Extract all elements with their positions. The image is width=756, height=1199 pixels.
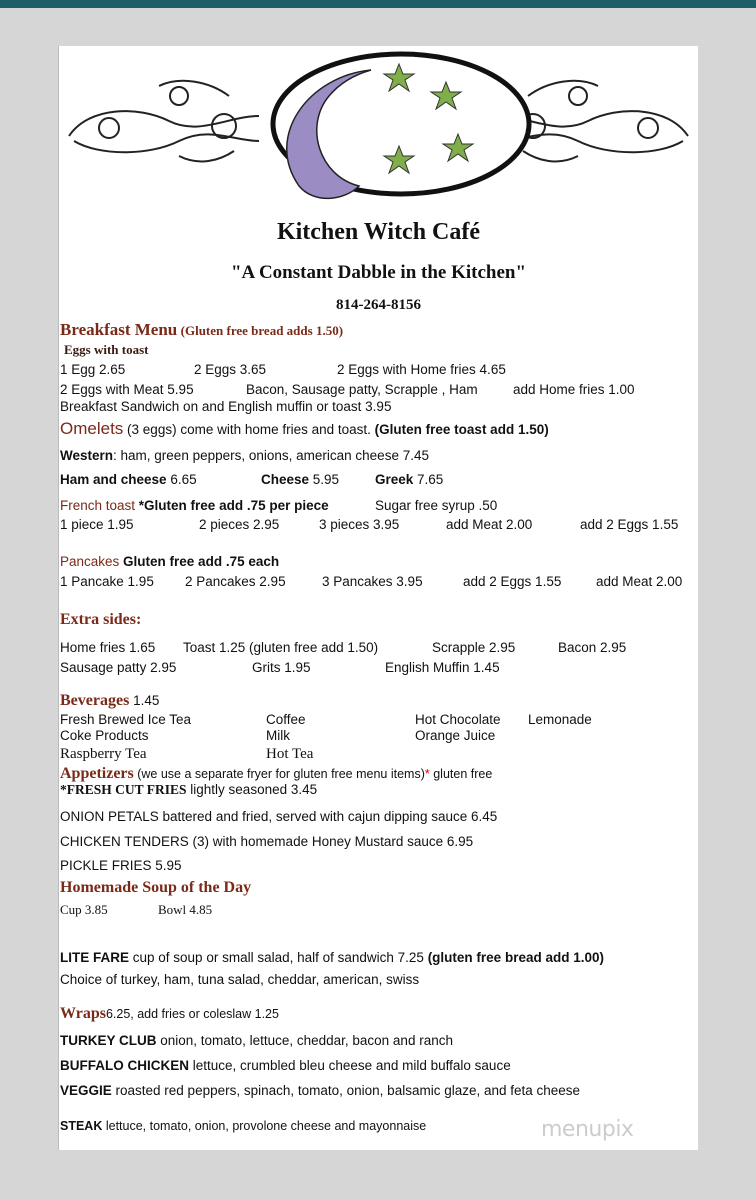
menu-item xyxy=(60,809,497,825)
item-name: BUFFALO CHICKEN xyxy=(60,1058,189,1073)
menu-item: 2 Eggs 3.65 xyxy=(194,362,267,377)
menu-item xyxy=(60,472,197,488)
phone-number: 814-264-8156 xyxy=(336,297,421,313)
menu-item: 3 Pancakes 3.95 xyxy=(322,574,423,589)
menu-item: Scrapple 2.95 xyxy=(432,640,516,655)
breakfast-heading xyxy=(60,322,343,339)
item-name: Greek xyxy=(375,472,414,487)
menu-item xyxy=(60,1033,453,1049)
item-desc: onion, tomato, lettuce, cheddar, bacon and ranch xyxy=(156,1033,453,1048)
menu-item: Grits 1.95 xyxy=(252,660,311,675)
item-price: 7.65 xyxy=(413,472,444,487)
beverages-heading xyxy=(60,693,159,709)
item-name: LITE FARE xyxy=(60,950,130,965)
beverage-item: Orange Juice xyxy=(415,728,496,743)
item-name: ONION PETALS xyxy=(60,809,159,824)
item-desc: cup of soup or small salad, half of sandwich 7.25 xyxy=(129,950,428,965)
beverage-item: Fresh Brewed Ice Tea xyxy=(60,712,192,727)
menu-item: 2 pieces 2.95 xyxy=(199,517,280,532)
restaurant-title: Kitchen Witch Café xyxy=(276,219,481,245)
menu-item: Sugar free syrup .50 xyxy=(375,498,498,513)
menu-item: Toast 1.25 (gluten free add 1.50) xyxy=(183,640,379,655)
item-desc: roasted red peppers, spinach, tomato, onion, balsamic glaze, and feta cheese xyxy=(111,1083,581,1098)
item-desc: lightly seasoned 3.45 xyxy=(186,782,318,797)
omelets-title: Omelets xyxy=(60,419,124,438)
menu-item: add 2 Eggs 1.55 xyxy=(463,574,562,589)
item-name: STEAK xyxy=(60,1119,103,1133)
item-name: Western xyxy=(60,448,114,463)
wraps-heading xyxy=(60,1006,279,1022)
item-price: 5.95 xyxy=(309,472,340,487)
menu-item xyxy=(60,782,317,798)
menu-item xyxy=(60,1118,426,1134)
lite-fare xyxy=(60,950,604,966)
beverage-item: Milk xyxy=(266,728,290,743)
menu-item: add 2 Eggs 1.55 xyxy=(580,517,679,532)
beverages-title: Beverages xyxy=(60,692,130,709)
appetizers-title: Appetizers xyxy=(60,765,134,782)
menu-item: 1 Egg 2.65 xyxy=(60,362,126,377)
french-toast-title: French toast xyxy=(60,498,139,513)
item-name: *FRESH CUT FRIES xyxy=(60,782,187,797)
wraps-desc: 6.25, add fries or coleslaw 1.25 xyxy=(105,1007,279,1021)
item-name: TURKEY CLUB xyxy=(60,1033,157,1048)
menu-item: 2 Eggs with Home fries 4.65 xyxy=(337,362,506,377)
menu-item: Home fries 1.65 xyxy=(60,640,156,655)
item-name: Cheese xyxy=(261,472,310,487)
omelets-heading xyxy=(60,421,549,438)
menu-item xyxy=(60,448,429,464)
omelets-desc: (3 eggs) come with home fries and toast. xyxy=(123,422,375,437)
item-desc: battered and fried, served with cajun dipping sauce 6.45 xyxy=(158,809,498,824)
item-price: 6.65 xyxy=(166,472,197,487)
menu-item: Bowl 4.85 xyxy=(158,902,213,917)
tagline: "A Constant Dabble in the Kitchen" xyxy=(230,262,527,283)
menu-item: English Muffin 1.45 xyxy=(385,660,500,675)
item-desc: lettuce, crumbled bleu cheese and mild buffalo sauce xyxy=(189,1058,511,1073)
beverage-item: Coke Products xyxy=(60,728,149,743)
pancakes-heading xyxy=(60,554,279,570)
menu-item xyxy=(60,858,182,874)
item-desc: : ham, green peppers, onions, american cheese 7.45 xyxy=(113,448,429,463)
eggs-subheading: Eggs with toast xyxy=(64,342,149,357)
swirl-ornament-icon xyxy=(69,81,259,162)
menu-item: add Meat 2.00 xyxy=(446,517,533,532)
menu-item: Bacon, Sausage patty, Scrapple , Ham xyxy=(246,382,478,397)
pancakes-title: Pancakes xyxy=(60,554,120,569)
menu-item: add Meat 2.00 xyxy=(596,574,683,589)
french-toast-heading xyxy=(60,498,329,514)
menu-item xyxy=(261,472,339,488)
gluten-free-marker: * xyxy=(424,767,430,781)
menu-page xyxy=(58,46,698,1150)
breakfast-title: Breakfast Menu xyxy=(60,320,178,339)
beverages-price: 1.45 xyxy=(129,693,160,708)
beverage-item: Raspberry Tea xyxy=(60,746,147,762)
beverage-item: Hot Tea xyxy=(266,746,314,762)
menu-item xyxy=(60,1058,511,1074)
item-desc: lettuce, tomato, onion, provolone cheese and mayonnaise xyxy=(102,1119,427,1133)
soup-heading: Homemade Soup of the Day xyxy=(60,879,252,896)
item-gf: (gluten free bread add 1.00) xyxy=(427,950,604,965)
beverage-item: Hot Chocolate xyxy=(415,712,501,727)
menu-item: Cup 3.85 xyxy=(60,902,108,917)
menu-item: 2 Pancakes 2.95 xyxy=(185,574,286,589)
item-desc: with homemade Honey Mustard sauce 6.95 xyxy=(209,834,474,849)
item-name: Ham and cheese xyxy=(60,472,167,487)
gluten-free-label: gluten free xyxy=(429,767,493,781)
menu-item: Bacon 2.95 xyxy=(558,640,627,655)
item-desc: 5.95 xyxy=(151,858,182,873)
menu-item: Sausage patty 2.95 xyxy=(60,660,177,675)
pancakes-gf: Gluten free add .75 each xyxy=(119,554,280,569)
breakfast-note: (Gluten free bread adds 1.50) xyxy=(180,323,344,338)
french-toast-gf: *Gluten free add .75 per piece xyxy=(138,498,329,513)
watermark: menupix xyxy=(541,1117,634,1142)
menu-item xyxy=(375,472,443,488)
menu-item: add Home fries 1.00 xyxy=(513,382,635,397)
appetizers-heading xyxy=(60,766,492,782)
menu-item xyxy=(60,1083,580,1099)
menu-item: 1 Pancake 1.95 xyxy=(60,574,154,589)
menu-item: Breakfast Sandwich on and English muffin or toast 3.95 xyxy=(60,399,392,414)
item-name: CHICKEN TENDERS (3) xyxy=(60,834,210,849)
extra-sides-heading: Extra sides: xyxy=(60,611,142,628)
item-name: PICKLE FRIES xyxy=(60,858,152,873)
wraps-title: Wraps xyxy=(60,1005,106,1022)
menu-item: 3 pieces 3.95 xyxy=(319,517,400,532)
menu-item: 1 piece 1.95 xyxy=(60,517,134,532)
omelets-gf: (Gluten free toast add 1.50) xyxy=(374,422,549,437)
appetizers-note: (we use a separate fryer for gluten free menu items) xyxy=(133,767,425,781)
menu-item: 2 Eggs with Meat 5.95 xyxy=(60,382,194,397)
menu-item xyxy=(60,834,473,850)
lite-fare-choice: Choice of turkey, ham, tuna salad, cheddar, american, swiss xyxy=(60,972,420,987)
top-bar xyxy=(0,0,756,8)
beverage-item: Lemonade xyxy=(528,712,592,727)
beverage-item: Coffee xyxy=(266,712,306,727)
item-name: VEGGIE xyxy=(60,1083,112,1098)
logo xyxy=(59,46,698,216)
